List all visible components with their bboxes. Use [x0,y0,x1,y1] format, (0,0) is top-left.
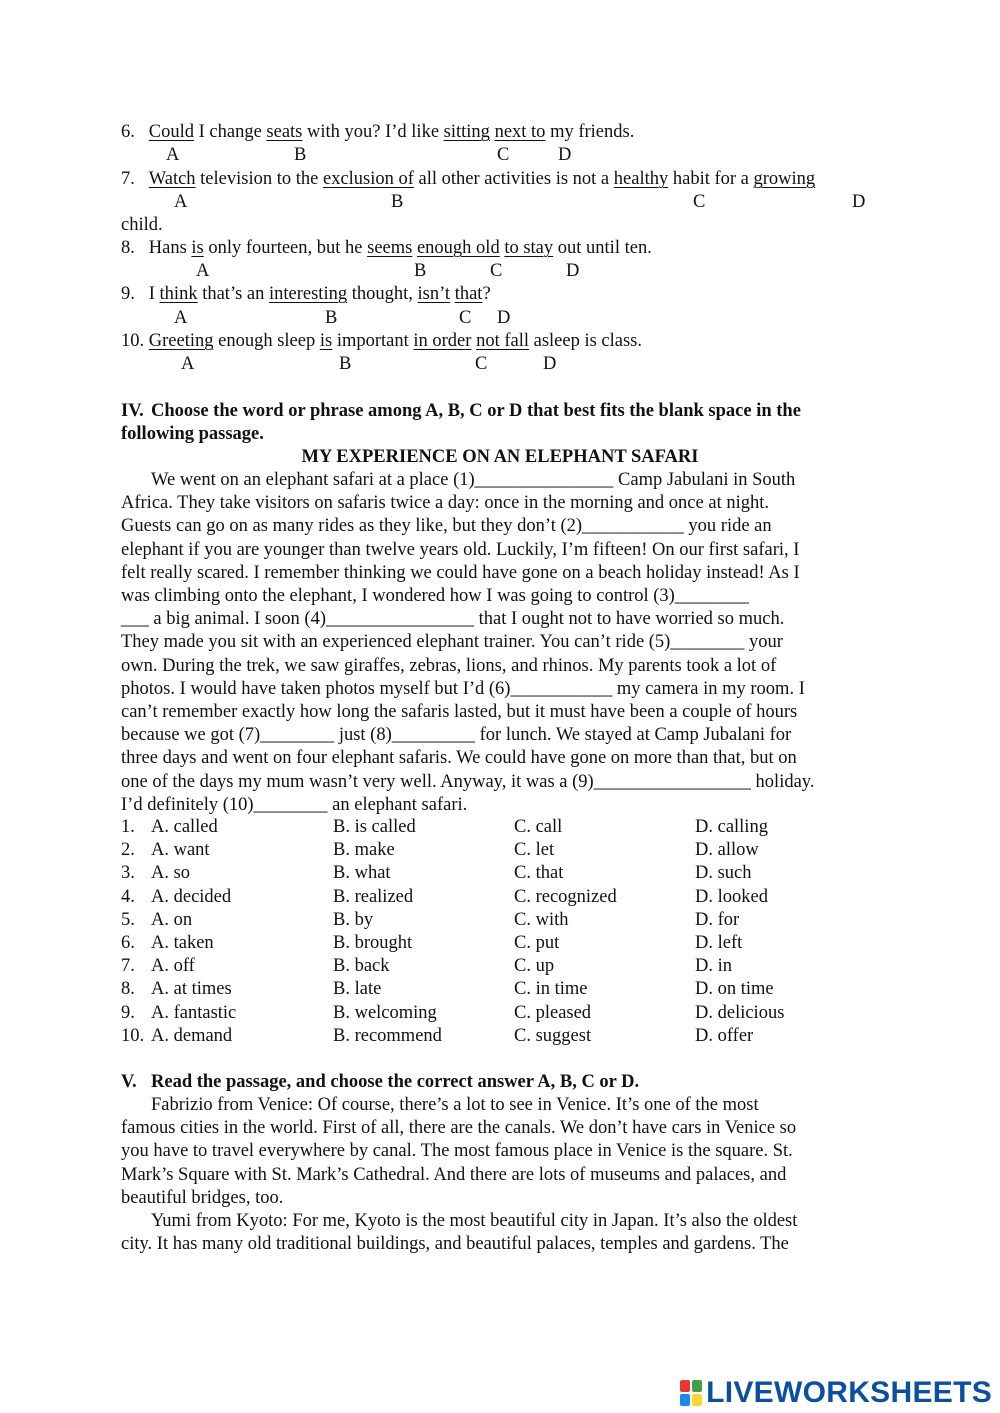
passage-line: city. It has many old traditional buildings, and beautiful palaces, temples and gardens. The [121,1234,789,1255]
question-text: that’s an [197,284,269,304]
option-a: A. want [151,840,210,861]
option-b: B. late [333,979,382,1000]
option-d: D. for [695,909,740,930]
question-text: television to the [195,169,323,189]
underlined-option-d: growing [753,169,816,189]
label-c: C [497,145,510,165]
question-9 [121,283,491,306]
question-text: out until ten. [553,238,652,258]
underlined-option-b: seats [266,122,303,142]
option-c: C. put [514,933,560,953]
underlined-option-d: to stay [504,238,554,258]
passage-line: photos. I would have taken photos myself but I’d (6)___________ my camera in my room. I [121,678,805,699]
label-d: D [566,261,580,281]
underlined-option-a: Greeting [148,331,214,351]
underlined-option-a: is [191,238,204,258]
question-text: my friends. [545,122,635,142]
option-c: C. suggest [514,1025,592,1046]
label-a: A [174,192,188,212]
question-10 [121,330,642,353]
underlined-option-d: that [454,284,483,304]
option-number: 10. [121,1025,145,1046]
passage-line: own. During the trek, we saw giraffes, zebras, lions, and rhinos. My parents took a lot of [121,655,777,676]
question-text: important [332,331,414,351]
question-text: enough sleep [213,331,320,351]
section-instruction: following passage. [121,424,264,444]
underlined-option-b: seems [367,238,413,258]
question-text: Hans [148,238,192,258]
option-d: D. calling [695,817,768,837]
label-a: A [196,261,210,281]
option-number: 2. [121,840,135,861]
question-text: only fourteen, but he [203,238,368,258]
option-b: B. is called [333,817,416,837]
option-b: B. recommend [333,1025,442,1046]
section-instruction: Read the passage, and choose the correct answer A, B, C or D. [151,1072,640,1092]
passage-line: They made you sit with an experienced elephant trainer. You can’t ride (5)________ your [121,632,783,653]
option-number: 6. [121,933,135,953]
label-b: B [339,354,352,374]
option-b: B. back [333,956,390,977]
option-number: 8. [121,979,135,1000]
option-b: B. make [333,840,395,861]
passage-line: Yumi from Kyoto: For me, Kyoto is the most beautiful city in Japan. It’s also the oldest [151,1211,798,1231]
underlined-option-b: interesting [269,284,348,304]
underlined-option-c: enough old [416,238,500,258]
passage-title: MY EXPERIENCE ON AN ELEPHANT SAFARI [301,447,699,467]
question-6 [121,121,634,144]
passage-line: Fabrizio from Venice: Of course, there’s a lot to see in Venice. It’s one of the most [151,1095,759,1115]
passage-line: We went on an elephant safari at a place (1)_______________ Camp Jabulani in South [151,470,796,490]
label-d: D [497,308,511,328]
question-text: habit for a [668,169,754,189]
question-number: 7. [121,169,135,189]
underlined-option-b: is [319,331,333,351]
option-d: D. such [695,863,752,884]
option-d: D. in [695,956,732,977]
option-c: C. let [514,840,555,861]
question-text: thought, [347,284,418,304]
option-b: B. realized [333,886,414,907]
underlined-option-c: healthy [613,169,669,189]
label-d: D [852,192,866,212]
option-number: 5. [121,909,135,930]
passage-line: felt really scared. I remember thinking we could have gone on a beach holiday instead! As I [121,562,800,583]
question-number: 6. [121,122,135,142]
liveworksheets-logo [680,1376,992,1410]
question-7 [121,168,815,191]
passage-line: three days and went on four elephant safaris. We could have gone on more than that, but on [121,748,797,769]
label-c: C [475,354,488,374]
question-number: 10. [121,331,145,351]
option-c: C. up [514,956,555,977]
underlined-option-c: isn’t [417,284,451,304]
option-b: B. welcoming [333,1002,437,1023]
option-d: D. looked [695,886,768,907]
question-8 [121,237,652,260]
option-d: D. delicious [695,1002,785,1023]
option-a: A. called [151,817,218,837]
question-text: asleep is class. [528,331,643,351]
underlined-option-d: not fall [476,331,529,351]
section-number: V. [121,1072,137,1092]
label-b: B [414,261,427,281]
section-number: IV. [121,401,144,421]
label-b: B [325,308,338,328]
option-c: C. in time [514,979,588,1000]
option-number: 7. [121,956,135,977]
option-a: A. so [151,863,191,884]
label-c: C [693,192,706,212]
label-c: C [490,261,503,281]
logo-text: LIVEWORKSHEETS [706,1376,992,1409]
underlined-option-a: Watch [148,169,196,189]
passage-line: Guests can go on as many rides as they like, but they don’t (2)___________ you ride an [121,516,772,537]
option-d: D. allow [695,840,759,861]
option-number: 4. [121,886,135,907]
question-text: all other activities is not a [413,169,614,189]
label-a: A [181,354,195,374]
label-b: B [294,145,307,165]
option-c: C. call [514,817,563,837]
option-d: D. on time [695,979,774,1000]
passage-line: Mark’s Square with St. Mark’s Cathedral. And there are lots of museums and palaces, and [121,1164,787,1185]
option-d: D. offer [695,1025,754,1046]
question-text: with you? I’d like [302,122,444,142]
question-text: I change [193,122,267,142]
passage-line: you have to travel everywhere by canal. The most famous place in Venice is the square. St. [121,1141,793,1162]
passage-line: Africa. They take visitors on safaris twice a day: once in the morning and once at night. [121,493,769,514]
option-c: C. pleased [514,1002,592,1023]
label-d: D [543,354,557,374]
label-a: A [174,308,188,328]
option-c: C. recognized [514,886,617,907]
passage-line: I’d definitely (10)________ an elephant safari. [121,794,468,815]
logo-mark-icon [680,1380,702,1406]
option-a: A. off [151,956,195,977]
label-a: A [166,145,180,165]
option-a: A. on [151,909,193,930]
section-instruction: Choose the word or phrase among A, B, C or D that best fits the blank space in the [151,401,801,421]
option-b: B. brought [333,933,413,953]
passage-line: beautiful bridges, too. [121,1187,284,1208]
option-c: C. that [514,863,564,884]
question-text: I [148,284,160,304]
option-a: A. demand [151,1025,233,1046]
option-a: A. fantastic [151,1002,237,1023]
passage-line: was climbing onto the elephant, I wondered how I was going to control (3)________ [121,586,749,606]
passage-line: can’t remember exactly how long the safaris lasted, but it must have been a couple of hours [121,702,798,722]
underlined-option-b: exclusion of [322,169,414,189]
passage-line: one of the days my mum wasn’t very well. Anyway, it was a (9)_________________ holiday. [121,771,815,792]
passage-line: famous cities in the world. First of all, there are the canals. We don’t have cars in Venice so [121,1118,797,1139]
option-a: A. decided [151,886,232,907]
question-continuation: child. [121,215,163,235]
option-b: B. what [333,863,391,884]
passage-line: elephant if you are younger than twelve years old. Luckily, I’m fifteen! On our first safari, I [121,539,800,560]
label-d: D [558,145,572,165]
underlined-option-a: think [159,284,198,304]
option-c: C. with [514,909,569,930]
passage-line: ___ a big animal. I soon (4)________________ that I ought not to have worried so much. [121,609,785,630]
option-a: A. at times [151,979,232,1000]
option-a: A. taken [151,933,214,953]
option-number: 1. [121,817,135,837]
underlined-option-d: next to [494,122,546,142]
option-number: 9. [121,1002,135,1023]
question-number: 9. [121,284,135,304]
underlined-option-c: in order [413,331,472,351]
option-d: D. left [695,933,743,953]
passage-line: because we got (7)________ just (8)_________ for lunch. We stayed at Camp Jubalani for [121,725,792,746]
option-number: 3. [121,863,135,884]
underlined-option-c: sitting [443,122,490,142]
label-b: B [391,192,404,212]
question-number: 8. [121,238,135,258]
underlined-option-a: Could [148,122,194,142]
option-b: B. by [333,909,374,930]
question-text: ? [482,284,491,304]
label-c: C [459,308,472,328]
